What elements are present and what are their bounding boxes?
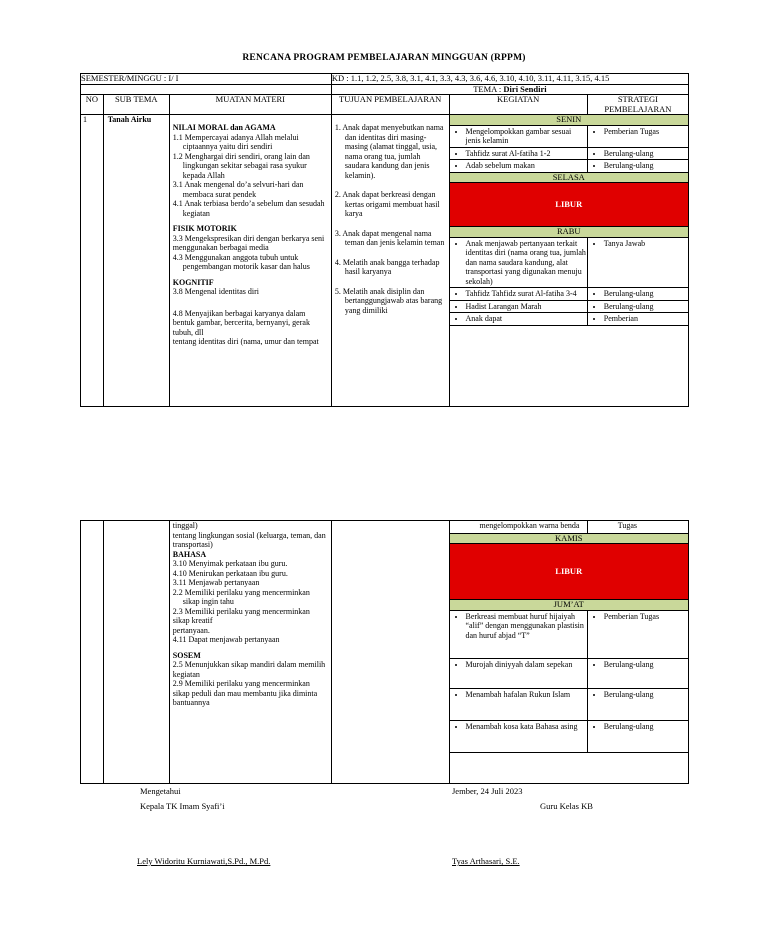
- strategi-item: • Pemberian: [604, 314, 688, 324]
- kegiatan-row: [450, 237, 689, 288]
- strategi-item: • Berulang-ulang: [604, 722, 688, 732]
- kegiatan-cont: mengelompokkan warna benda: [450, 521, 588, 533]
- muatan-item: [173, 297, 328, 309]
- strategi-item: • Tanya Jawab: [604, 239, 688, 249]
- kegiatan-row: [450, 313, 689, 326]
- kegiatan-row: [450, 160, 689, 173]
- muatan-item: 4.10 Menirukan perkataan ibu guru.: [172, 568, 288, 578]
- kegiatan-item: • Adab sebelum makan: [466, 161, 587, 171]
- day-selasa: SELASA: [450, 172, 689, 183]
- tema-cell: TEMA : Diri Sendiri: [331, 84, 688, 95]
- section-heading: FISIK MOTORIK: [172, 224, 237, 233]
- kegiatan-item: • Anak dapat: [466, 314, 587, 324]
- kegiatan-item: • Tahfidz surat Al-fatiha 1-2: [466, 149, 587, 159]
- muatan-item: 3.10 Menyimak perkataan ibu guru.: [172, 559, 288, 568]
- day-kamis: KAMIS: [450, 533, 689, 544]
- kegiatan-row: [450, 658, 689, 688]
- document-title: RENCANA PROGRAM PEMBELAJARAN MINGGUAN (RPPM): [242, 53, 526, 63]
- libur-selasa: LIBUR: [450, 183, 689, 227]
- rppm-table-page1: [80, 73, 689, 407]
- kegiatan-item: • Tahfidz Tahfidz surat Al-fatiha 3-4: [466, 289, 587, 299]
- col-no: NO: [81, 95, 104, 115]
- sign-left-role: Kepala TK Imam Syafi’i: [140, 801, 225, 811]
- muatan-item: 3.1 Anak mengenal do’a selvuri-hari dan membaca surat pendek: [172, 180, 304, 199]
- muatan-item: 4.11 Dapat menjawab pertanyaan: [172, 635, 280, 644]
- day-senin: SENIN: [450, 115, 689, 125]
- muatan-item: 2.5 Menunjukkan sikap mandiri dalam memilih kegiatan: [172, 660, 326, 679]
- muatan-item: 2.2 Memiliki perilaku yang mencerminkan sikap ingin tahu: [172, 587, 310, 606]
- tema-value: Diri Sendiri: [503, 83, 547, 94]
- muatan-item: 3.8 Mengenal identitas diri: [172, 287, 259, 296]
- col-tujuan: TUJUAN PEMBELAJARAN: [331, 95, 449, 115]
- section-heading: NILAI MORAL dan AGAMA: [172, 123, 276, 132]
- col-muatan: MUATAN MATERI: [169, 95, 331, 115]
- tujuan-list: [332, 115, 449, 327]
- semester-cell: SEMESTER/MINGGU : I/ I: [81, 74, 332, 85]
- muatan-item: tentang identitas diri (nama, umur dan tempat: [172, 337, 319, 346]
- kegiatan-row: [450, 147, 689, 160]
- section-heading: SOSEM: [172, 650, 201, 660]
- kegiatan-item: • Murojah diniyyah dalam sepekan: [466, 660, 587, 670]
- subtema-cell: Tanah Airku: [103, 115, 169, 407]
- muatan-item: 2.3 Memiliki perilaku yang mencerminkan sikap kreatif: [172, 606, 310, 625]
- strategi-item: • Berulang-ulang: [604, 660, 688, 670]
- muatan-item: 2.9 Memiliki perilaku yang mencerminkan sikap peduli dan mau membantu jika diminta bantuannya: [172, 679, 318, 707]
- kegiatan-row: [450, 610, 689, 658]
- sign-right-role: Guru Kelas KB: [540, 801, 593, 811]
- libur-kamis: LIBUR: [450, 544, 689, 600]
- day-rabu: RABU: [450, 227, 689, 238]
- kegiatan-row: [450, 300, 689, 313]
- strategi-item: • Berulang-ulang: [604, 149, 688, 159]
- muatan-item: tinggal): [172, 521, 198, 530]
- strategi-item: • Pemberian Tugas: [604, 127, 688, 137]
- kd-cell: KD : 1.1, 1.2, 2.5, 3.8, 3.1, 4.1, 3.3, 4.3, 3.6, 4.6, 3.10, 4.10, 3.11, 4.11, 3.15, 4.15: [331, 74, 688, 85]
- kegiatan-row: [450, 288, 689, 301]
- tujuan-item: 2. Anak dapat berkreasi dengan kertas origami membuat hasil karya: [334, 190, 440, 218]
- muatan-item: pertanyaan.: [172, 625, 210, 635]
- day-jumat: JUM’AT: [450, 600, 689, 611]
- strategi-item: • Berulang-ulang: [604, 161, 688, 171]
- tujuan-item: 4. Melatih anak bangga terhadap hasil karyanya: [334, 257, 440, 276]
- tujuan-cell: [331, 115, 449, 407]
- muatan-item: 3.3 Mengekspresikan diri dengan berkarya seni menggunakan berbagai media: [172, 233, 325, 252]
- row-no: 1: [81, 115, 104, 407]
- kegiatan-item: • Anak menjawab pertanyaan terkait identitas diri (nama orang tua, jumlah dan nama saudara kandung, alat transportasi yang digunakan menuju sekolah): [466, 239, 587, 287]
- kegiatan-item: • Hadist Larangan Marah: [466, 302, 587, 312]
- tujuan-item: 5. Melatih anak disiplin dan bertanggungjawab atas barang yang dimiliki: [334, 286, 443, 315]
- kegiatan-subtable: [450, 115, 689, 326]
- muatan-item: 3.11 Menjawab pertanyaan: [172, 578, 260, 587]
- strategi-item: • Berulang-ulang: [604, 690, 688, 700]
- strategi-item: • Pemberian Tugas: [604, 612, 688, 622]
- muatan-item: 4.8 Menyajikan berbagai karyanya dalam bentuk gambar, bercerita, bernyanyi, gerak tubuh, dll: [172, 308, 310, 337]
- kegiatan-item: • Berkreasi membuat huruf hijaiyah “alif” dengan menggunakan plastisin dan huruf abjad “T”: [466, 612, 587, 641]
- rppm-table-page2: [80, 520, 689, 784]
- muatan-cell-cont: [169, 521, 331, 784]
- strategi-item: • Berulang-ulang: [604, 302, 688, 312]
- kegiatan-item: • Mengelompokkan gambar sesuai jenis kelamin: [466, 127, 587, 146]
- muatan-item: 1.2 Menghargai diri sendiri, orang lain dan lingkungan sekitar sebagai rasa syukur kepada Allah: [172, 151, 310, 180]
- kegiatan-row: [450, 688, 689, 720]
- tujuan-item: 3. Anak dapat mengenal nama teman dan jenis kelamin teman: [334, 228, 445, 247]
- sign-left-name: Lely Widoritu Kurniawati,S.Pd., M.Pd.: [137, 856, 271, 866]
- sign-left-title: Mengetahui: [140, 786, 181, 796]
- col-strategi: STRATEGI PEMBELAJARAN: [587, 95, 688, 115]
- muatan-item: 1.1 Mempercayai adanya Allah melalui ciptaannya yaitu diri sendiri: [172, 132, 299, 151]
- section-heading: BAHASA: [172, 549, 207, 559]
- col-kegiatan: KEGIATAN: [449, 95, 587, 115]
- col-subtema: SUB TEMA: [103, 95, 169, 115]
- muatan-item: 4.1 Anak terbiasa berdo’a sebelum dan sesudah kegiatan: [172, 199, 325, 218]
- tujuan-item: 1. Anak dapat menyebutkan nama dan identitas diri masing-masing (alamat tinggal, usia, nama orang tua, jumlah saudara kandung dan jenis kelamin).: [334, 123, 444, 180]
- strategi-cont: Tugas: [587, 521, 688, 533]
- kegiatan-row: [450, 125, 689, 147]
- muatan-cell: [169, 115, 331, 407]
- kegiatan-subtable-cont: [450, 521, 689, 753]
- muatan-item: tentang lingkungan sosial (keluarga, teman, dan transportasi): [172, 530, 326, 549]
- sign-right-date: Jember, 24 Juli 2023: [452, 786, 523, 796]
- kegiatan-row: [450, 720, 689, 752]
- section-heading: KOGNITIF: [172, 277, 214, 287]
- kegiatan-item: • Menambah hafalan Rukun Islam: [466, 690, 587, 700]
- kegiatan-item: • Menambah kosa kata Bahasa asing: [466, 722, 587, 732]
- muatan-list: [170, 115, 331, 349]
- sign-right-name: Tyas Arthasari, S.E.: [452, 856, 520, 866]
- muatan-item: 4.3 Menggunakan anggota tubuh untuk pengembangan motorik kasar dan halus: [172, 252, 310, 271]
- muatan-list-cont: [170, 521, 331, 710]
- strategi-item: • Berulang-ulang: [604, 289, 688, 299]
